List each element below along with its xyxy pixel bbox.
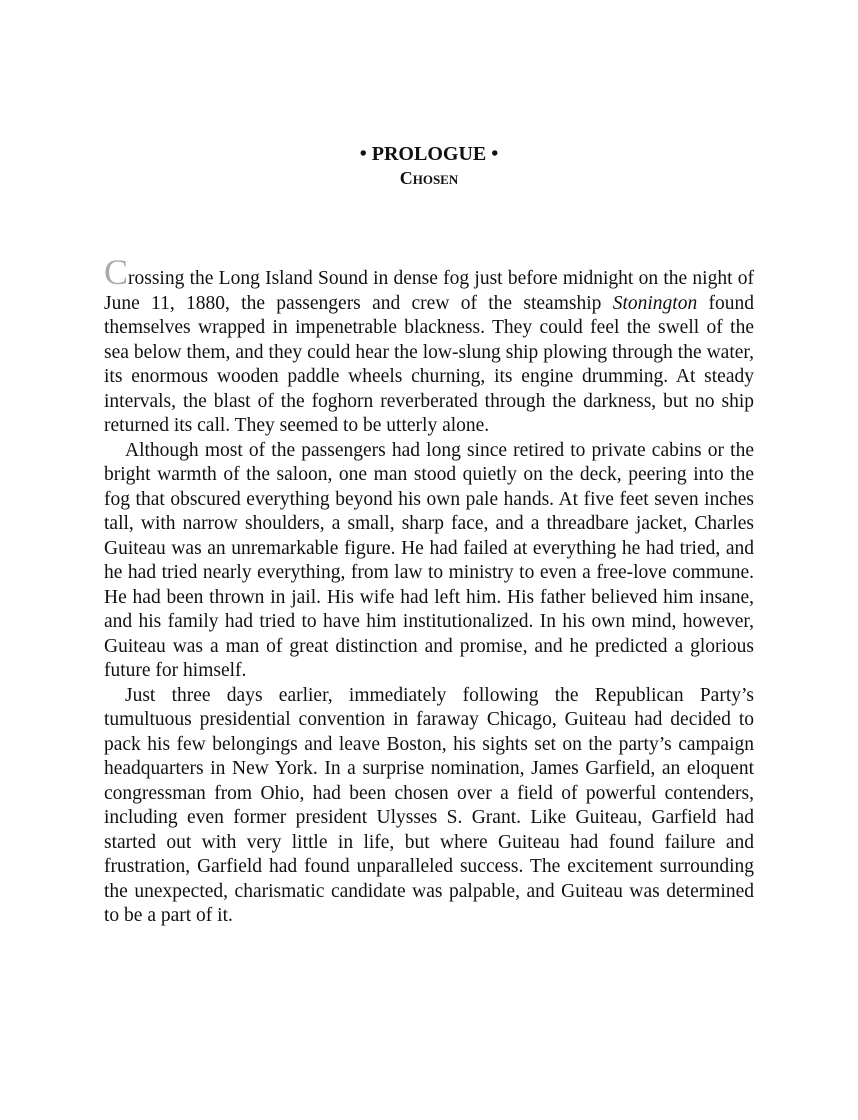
paragraph-3: Just three days earlier, immediately following the Republican Party’s tumultuous presidential convention in faraway Chicago, Guiteau had decided to pack his few belongings and leave Boston, his sights set on the party’s campaign headquarters in New York. In a surprise nomination, James Garfield, an eloquent congressman from Ohio, had been chosen over a field of powerful contenders, including even former president Ulysses S. Grant. Like Guiteau, Garfield had started out with very little in life, but where Guiteau had found failure and frustration, Garfield had found unparalleled success. The excitement surrounding the unexpected, charismatic candidate was palpable, and Guiteau was determined to be a part of it. (104, 684, 754, 926)
drop-cap: C (104, 252, 129, 292)
paragraph-2: Although most of the passengers had long since retired to private cabins or the bright warmth of the saloon, one man stood quietly on the deck, peering into the fog that obscured everything beyond his own pale hands. At five feet seven inches tall, with narrow shoulders, a small, sharp face, and a threadbare jacket, Charles Guiteau was an unremarkable figure. He had failed at everything he had tried, and he had tried nearly everything, from law to ministry to even a free-love commune. He had been thrown in jail. His wife had left him. His father believed him insane, and his family had tried to have him institutionalized. In his own mind, however, Guiteau was a man of great distinction and promise, and he predicted a glorious future for himself. (104, 439, 754, 681)
chapter-title: Chosen (399, 168, 459, 188)
ship-name: Stonington (612, 292, 698, 314)
chapter-heading (104, 142, 754, 190)
paragraph-1-text-end: found themselves wrapped in impenetrable blackness. They could feel the swell of the sea below them, and they could hear the low-slung ship plowing through the water, its enormous wooden paddle wheels churning, its engine drumming. At steady intervals, the blast of the foghorn reverberated through the darkness, but no ship returned its call. They seemed to be utterly alone. (104, 292, 754, 436)
paragraph-1 (104, 252, 754, 439)
chapter-label: • PROLOGUE • (359, 143, 499, 165)
body-text (104, 252, 754, 929)
paragraph-1-text-start: rossing the Long Island Sound in dense fog just before midnight on the night of June 11, 1880, the passengers and crew of the steamship (104, 268, 754, 314)
